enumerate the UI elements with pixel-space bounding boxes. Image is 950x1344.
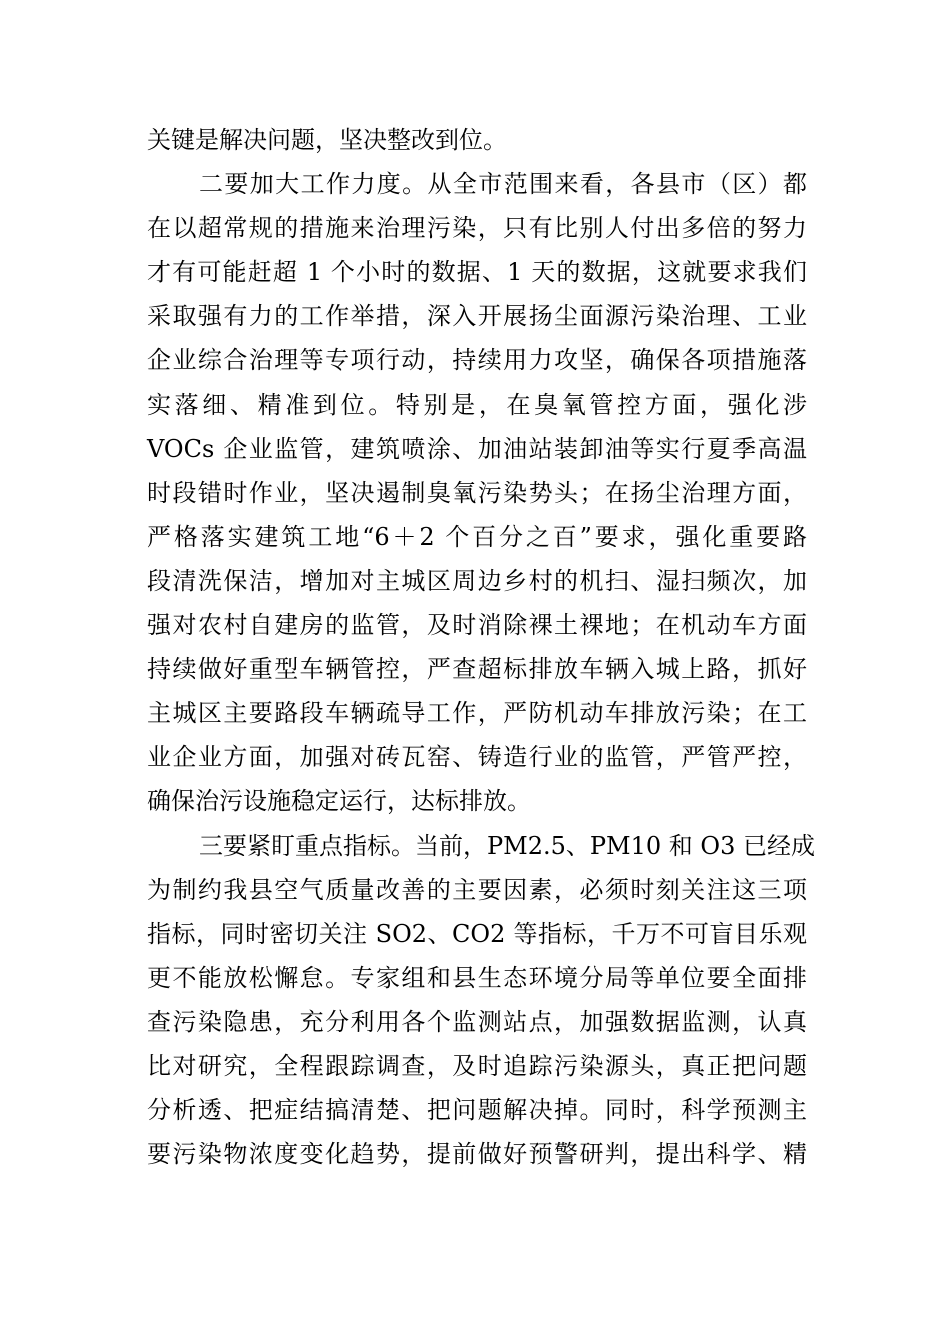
text-line: 关键是解决问题，坚决整改到位。 bbox=[147, 126, 507, 154]
text-line: 才有可能赶超 1 个小时的数据、1 天的数据，这就要求我们 bbox=[147, 258, 807, 287]
text-line: 为制约我县空气质量改善的主要因素，必须时刻关注这三项 bbox=[147, 875, 807, 904]
text-line: 要污染物浓度变化趋势，提前做好预警研判，提出科学、精 bbox=[147, 1140, 807, 1169]
text-line: 确保治污设施稳定运行，达标排放。 bbox=[147, 787, 531, 816]
paragraph-work-intensity bbox=[147, 162, 807, 823]
body-text bbox=[147, 118, 815, 1176]
text-line: 查污染隐患，充分利用各个监测站点，加强数据监测，认真 bbox=[147, 1007, 807, 1036]
paragraph-continuation bbox=[147, 118, 807, 162]
text-line: 持续做好重型车辆管控，严查超标排放车辆入城上路，抓好 bbox=[147, 655, 807, 684]
text-line: 段清洗保洁，增加对主城区周边乡村的机扫、湿扫频次，加 bbox=[147, 566, 807, 595]
text-line: 企业综合治理等专项行动，持续用力攻坚，确保各项措施落 bbox=[147, 346, 807, 375]
text-line: VOCs 企业监管，建筑喷涂、加油站装卸油等实行夏季高温 bbox=[147, 434, 807, 463]
text-line: 采取强有力的工作举措，深入开展扬尘面源污染治理、工业 bbox=[147, 302, 807, 331]
text-line: 主城区主要路段车辆疏导工作，严防机动车排放污染；在工 bbox=[147, 699, 807, 728]
text-line: 指标，同时密切关注 SO2、CO2 等指标，千万不可盲目乐观 bbox=[147, 919, 807, 948]
text-line: 业企业方面，加强对砖瓦窑、铸造行业的监管，严管严控， bbox=[147, 743, 807, 772]
text-line: 强对农村自建房的监管，及时消除裸土裸地；在机动车方面 bbox=[147, 611, 807, 640]
text-line: 严格落实建筑工地“6＋2 个百分之百”要求，强化重要路 bbox=[147, 522, 807, 551]
paragraph-key-indicators bbox=[147, 824, 815, 1177]
text-line: 更不能放松懈怠。专家组和县生态环境分局等单位要全面排 bbox=[147, 963, 807, 992]
text-line: 实落细、精准到位。特别是，在臭氧管控方面，强化涉 bbox=[147, 390, 807, 419]
text-line: 在以超常规的措施来治理污染，只有比别人付出多倍的努力 bbox=[147, 214, 807, 243]
text-line: 三要紧盯重点指标。当前，PM2.5、PM10 和 O3 已经成 bbox=[199, 831, 815, 860]
text-line: 分析透、把症结搞清楚、把问题解决掉。同时，科学预测主 bbox=[147, 1096, 807, 1125]
text-line: 时段错时作业，坚决遏制臭氧污染势头；在扬尘治理方面， bbox=[147, 478, 807, 507]
text-line: 二要加大工作力度。从全市范围来看，各县市（区）都 bbox=[199, 170, 807, 199]
text-line: 比对研究，全程跟踪调查，及时追踪污染源头，真正把问题 bbox=[147, 1051, 807, 1080]
